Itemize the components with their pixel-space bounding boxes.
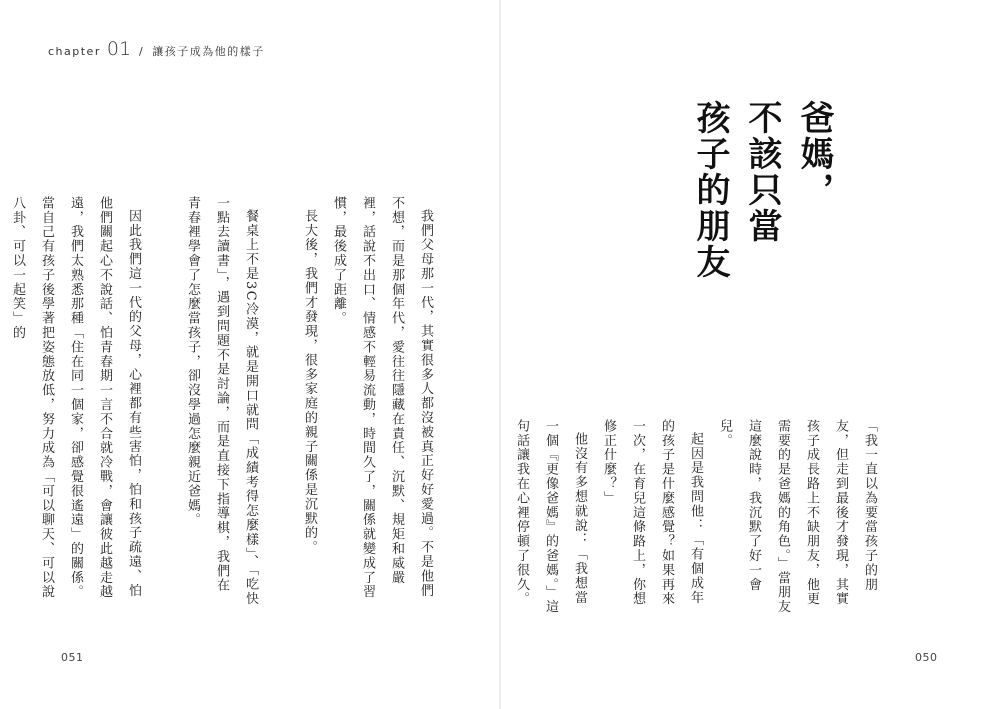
title-line: 孩子的朋友 — [690, 100, 730, 280]
title-line: 爸媽， — [794, 100, 834, 208]
chapter-word: chapter — [48, 45, 101, 58]
body-paragraph: 他沒有多想就說：「我想當一個『更像爸媽』的爸媽。」這句話讓我在心裡停頓了很久。 — [514, 419, 587, 615]
page-number-left: 051 — [61, 651, 84, 664]
page-gutter — [499, 0, 501, 709]
body-paragraph: 因此我們這一代的父母，心裡都有些害怕，怕和孩子疏遠、怕他們關起心不說話、怕青春期一言不合就冷戰，會讓彼此越走越遠，我們太熟悉那種「住在同一個家，卻感覺很遙遠」的關係。當自己有孩子後學著把姿態放低，努力成為「可以聊天、可以說八卦、可以一起笑」的 — [10, 196, 141, 600]
running-head — [48, 38, 265, 60]
page-number-right: 050 — [915, 651, 938, 664]
chapter-title: 讓孩子成為他的樣子 — [152, 45, 265, 58]
body-paragraph: 我們父母那一代，其實很多人都沒被真正好好愛過。不是他們不想，而是那個年代，愛往往隱藏在責任、沉默、規矩和威嚴裡，話說不出口、情感不輕易流動，時間久了，關係就變成了習慣，最後成了距離。 — [331, 196, 433, 600]
chapter-separator: / — [139, 45, 145, 58]
chapter-number: 01 — [106, 38, 132, 60]
body-paragraph: 餐桌上不是3C冷漠，就是開口就問「成績考得怎麼樣」、「吃快一點去讀書」，遇到問題不是討論，而是直接下指導棋，我們在青春裡學會了怎麼當孩子，卻沒學過怎麼親近爸媽。 — [185, 196, 258, 606]
handwritten-title — [680, 100, 840, 290]
body-paragraph: 「我一直以為要當孩子的朋友，但走到最後才發現，其實孩子成長路上不缺朋友，他更需要的是爸媽的角色。」當朋友這麼說時，我沉默了好一會兒。 — [717, 419, 877, 615]
right-page-body — [514, 419, 884, 619]
body-paragraph: 起因是我問他：「有個成年的孩子是什麼感覺？如果再來一次，在育兒這條路上，你想修正什麼？」 — [601, 419, 703, 607]
title-line: 不該只當 — [742, 100, 782, 244]
left-page-body — [10, 196, 440, 606]
body-paragraph: 長大後，我們才發現，很多家庭的親子關係是沉默的。 — [302, 209, 317, 555]
